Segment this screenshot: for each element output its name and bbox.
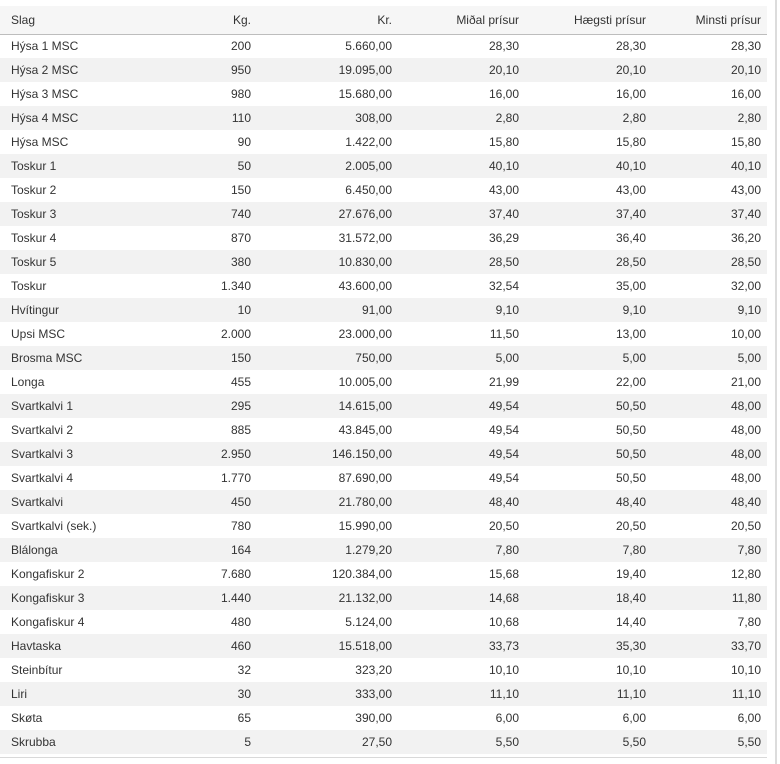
cell-kg: 780 [230,519,251,533]
cell-minsti-prisur: 28,30 [730,39,761,54]
table-row [0,730,767,754]
cell-kr: 15.990,00 [338,519,392,533]
cell-kg: 2.950 [220,447,251,461]
cell-slag: Toskur 4 [11,231,57,245]
cell-midal-prisur: 43,00 [488,183,519,197]
cell-kr: 23.000,00 [338,327,392,341]
cell-minsti-prisur: 2,80 [737,111,761,125]
cell-midal-prisur: 16,00 [488,87,519,101]
cell-midal-prisur: 20,10 [488,63,519,77]
cell-minsti-prisur: 15,80 [730,135,761,149]
cell-midal-prisur: 20,50 [488,519,519,533]
cell-haegsti-prisur: 50,50 [615,399,646,413]
table-row [0,346,767,370]
price-table [0,6,767,754]
column-header-midal-prisur[interactable]: Miðal prísur [456,12,519,27]
table-row [0,442,767,466]
cell-midal-prisur: 48,40 [488,495,519,509]
cell-haegsti-prisur: 18,40 [615,591,646,605]
cell-midal-prisur: 10,10 [488,663,519,677]
cell-slag: Hvítingur [11,303,60,317]
cell-minsti-prisur: 7,80 [737,615,761,629]
cell-kr: 1.422,00 [345,135,392,149]
cell-midal-prisur: 36,29 [488,231,519,245]
cell-haegsti-prisur: 35,00 [615,279,646,293]
cell-midal-prisur: 10,68 [488,615,519,629]
cell-kg: 200 [230,39,251,54]
cell-kr: 120.384,00 [331,567,392,581]
cell-kr: 2.005,00 [345,159,392,173]
table-row [0,682,767,706]
table-row [0,34,767,58]
cell-slag: Svartkalvi 1 [11,399,74,413]
cell-slag: Kongafiskur 2 [11,567,85,581]
cell-kg: 5 [244,735,251,749]
cell-haegsti-prisur: 15,80 [615,135,646,149]
cell-slag: Hýsa 1 MSC [11,39,79,54]
cell-minsti-prisur: 11,10 [731,687,761,701]
cell-kr: 43.600,00 [338,279,392,293]
cell-haegsti-prisur: 6,00 [622,711,646,725]
cell-minsti-prisur: 40,10 [730,159,761,173]
cell-minsti-prisur: 48,00 [730,471,761,485]
table-row [0,490,767,514]
cell-minsti-prisur: 33,70 [730,639,761,653]
cell-kr: 15.680,00 [338,87,392,101]
cell-haegsti-prisur: 35,30 [615,639,646,653]
cell-kg: 50 [237,159,251,173]
table-row [0,202,767,226]
table-row [0,82,767,106]
cell-minsti-prisur: 48,00 [730,399,761,413]
table-row [0,58,767,82]
cell-haegsti-prisur: 7,80 [622,543,646,557]
cell-kr: 87.690,00 [338,471,392,485]
cell-midal-prisur: 28,30 [488,39,519,54]
cell-midal-prisur: 40,10 [488,159,519,173]
cell-minsti-prisur: 7,80 [737,543,761,557]
cell-midal-prisur: 37,40 [488,207,519,221]
cell-midal-prisur: 21,99 [488,375,519,389]
cell-minsti-prisur: 48,00 [730,423,761,437]
cell-kg: 455 [230,375,251,389]
table-row [0,538,767,562]
cell-kr: 390,00 [355,711,392,725]
table-row [0,466,767,490]
cell-minsti-prisur: 48,40 [730,495,761,509]
cell-kr: 146.150,00 [331,447,392,461]
cell-minsti-prisur: 28,50 [730,255,761,269]
header-row [0,6,767,34]
cell-haegsti-prisur: 50,50 [615,423,646,437]
cell-haegsti-prisur: 28,30 [615,39,646,54]
cell-haegsti-prisur: 19,40 [615,567,646,581]
table-row [0,562,767,586]
cell-haegsti-prisur: 50,50 [615,447,646,461]
cell-kg: 30 [237,687,251,701]
column-header-haegsti-prisur[interactable]: Hægsti prísur [573,12,646,27]
cell-haegsti-prisur: 2,80 [622,111,646,125]
cell-midal-prisur: 33,73 [488,639,519,653]
cell-minsti-prisur: 10,10 [730,663,761,677]
cell-midal-prisur: 15,80 [488,135,519,149]
scrollbar-edge [775,0,777,764]
price-table-container [0,6,767,758]
table-row [0,322,767,346]
table-body [0,34,767,754]
cell-midal-prisur: 49,54 [488,471,519,485]
cell-slag: Brosma MSC [11,351,83,365]
cell-midal-prisur: 15,68 [488,567,519,581]
cell-slag: Havtaska [11,639,62,653]
cell-slag: Toskur 5 [11,255,57,269]
cell-kr: 10.005,00 [338,375,392,389]
cell-kr: 27,50 [361,735,392,749]
table-row [0,706,767,730]
cell-haegsti-prisur: 20,10 [615,63,646,77]
cell-minsti-prisur: 10,00 [730,327,761,341]
cell-kg: 1.770 [220,471,251,485]
cell-midal-prisur: 6,00 [495,711,519,725]
table-row [0,298,767,322]
cell-midal-prisur: 5,50 [495,735,519,749]
cell-haegsti-prisur: 9,10 [622,303,646,317]
cell-kr: 19.095,00 [338,63,392,77]
cell-kr: 308,00 [355,111,392,125]
cell-minsti-prisur: 32,00 [730,279,761,293]
cell-slag: Skrubba [11,735,56,749]
table-row [0,634,767,658]
cell-haegsti-prisur: 40,10 [615,159,646,173]
cell-minsti-prisur: 36,20 [730,231,761,245]
cell-slag: Toskur 2 [11,183,57,197]
cell-slag: Toskur 3 [11,207,57,221]
cell-kr: 5.660,00 [345,39,392,54]
column-header-kr[interactable]: Kr. [377,12,392,27]
cell-haegsti-prisur: 50,50 [615,471,646,485]
cell-kg: 164 [230,543,251,557]
cell-kr: 31.572,00 [338,231,392,245]
cell-kg: 950 [230,63,251,77]
cell-haegsti-prisur: 22,00 [615,375,646,389]
cell-midal-prisur: 11,50 [489,327,519,341]
cell-midal-prisur: 49,54 [488,399,519,413]
cell-haegsti-prisur: 36,40 [615,231,646,245]
cell-slag: Hýsa 3 MSC [11,87,79,101]
cell-kg: 980 [230,87,251,101]
cell-slag: Svartkalvi 2 [11,423,74,437]
cell-haegsti-prisur: 48,40 [615,495,646,509]
cell-kr: 6.450,00 [345,183,392,197]
cell-minsti-prisur: 20,10 [730,63,761,77]
table-row [0,154,767,178]
cell-minsti-prisur: 6,00 [737,711,761,725]
cell-kg: 885 [230,423,251,437]
cell-minsti-prisur: 9,10 [737,303,761,317]
cell-slag: Hýsa MSC [11,135,69,149]
cell-kg: 150 [230,351,251,365]
cell-kg: 110 [231,111,251,125]
table-row [0,394,767,418]
cell-haegsti-prisur: 43,00 [615,183,646,197]
cell-slag: Svartkalvi (sek.) [11,519,97,533]
cell-minsti-prisur: 11,80 [731,591,761,605]
cell-kr: 750,00 [355,351,392,365]
table-row [0,226,767,250]
cell-kg: 1.440 [220,591,251,605]
cell-minsti-prisur: 37,40 [730,207,761,221]
cell-minsti-prisur: 21,00 [730,375,761,389]
cell-haegsti-prisur: 13,00 [615,327,646,341]
cell-midal-prisur: 49,54 [488,447,519,461]
table-row [0,610,767,634]
cell-slag: Toskur [11,279,47,293]
cell-kr: 21.780,00 [338,495,392,509]
cell-kr: 333,00 [355,687,392,701]
cell-haegsti-prisur: 28,50 [615,255,646,269]
cell-midal-prisur: 32,54 [488,279,519,293]
cell-slag: Kongafiskur 4 [11,615,85,629]
cell-kg: 2.000 [220,327,251,341]
cell-midal-prisur: 2,80 [495,111,519,125]
cell-haegsti-prisur: 11,10 [616,687,646,701]
cell-slag: Skøta [11,711,43,725]
cell-midal-prisur: 49,54 [488,423,519,437]
column-header-slag[interactable]: Slag [11,12,36,27]
cell-kr: 323,20 [355,663,392,677]
table-row [0,130,767,154]
cell-kg: 460 [230,639,251,653]
cell-haegsti-prisur: 14,40 [615,615,646,629]
cell-haegsti-prisur: 20,50 [615,519,646,533]
cell-kr: 43.845,00 [338,423,392,437]
cell-kr: 91,00 [361,303,392,317]
cell-minsti-prisur: 48,00 [730,447,761,461]
cell-kg: 1.340 [220,279,251,293]
cell-midal-prisur: 14,68 [488,591,519,605]
cell-kr: 10.830,00 [338,255,392,269]
column-header-kg[interactable]: Kg. [232,12,251,27]
cell-kg: 870 [230,231,251,245]
table-row [0,250,767,274]
cell-haegsti-prisur: 5,50 [622,735,646,749]
cell-midal-prisur: 9,10 [495,303,519,317]
table-row [0,586,767,610]
cell-kg: 7.680 [220,567,251,581]
table-row [0,178,767,202]
cell-midal-prisur: 11,10 [489,687,519,701]
cell-slag: Hýsa 2 MSC [11,63,79,77]
cell-slag: Upsi MSC [11,327,66,341]
column-header-minsti-prisur[interactable]: Minsti prísur [695,12,761,27]
cell-slag: Steinbítur [11,663,63,677]
cell-kg: 295 [230,399,251,413]
cell-kr: 21.132,00 [338,591,392,605]
cell-haegsti-prisur: 37,40 [615,207,646,221]
cell-minsti-prisur: 12,80 [730,567,761,581]
table-row [0,106,767,130]
cell-midal-prisur: 5,00 [495,351,519,365]
table-row [0,658,767,682]
cell-kr: 1.279,20 [345,543,392,557]
cell-kg: 10 [237,303,251,317]
cell-kg: 32 [237,663,251,677]
cell-midal-prisur: 28,50 [488,255,519,269]
cell-kg: 65 [237,711,251,725]
table-row [0,418,767,442]
table-header [0,6,767,34]
cell-haegsti-prisur: 16,00 [615,87,646,101]
cell-haegsti-prisur: 10,10 [615,663,646,677]
cell-minsti-prisur: 20,50 [730,519,761,533]
cell-slag: Toskur 1 [11,159,57,173]
cell-slag: Longa [11,375,45,389]
cell-slag: Liri [11,687,28,701]
cell-minsti-prisur: 16,00 [730,87,761,101]
cell-slag: Kongafiskur 3 [11,591,85,605]
cell-slag: Blálonga [11,543,58,557]
cell-slag: Svartkalvi 4 [11,471,74,485]
cell-kr: 15.518,00 [338,639,392,653]
cell-kr: 14.615,00 [338,399,392,413]
cell-kg: 380 [230,255,251,269]
cell-midal-prisur: 7,80 [495,543,519,557]
cell-kr: 5.124,00 [345,615,392,629]
cell-kg: 480 [230,615,251,629]
cell-kg: 740 [230,207,251,221]
cell-slag: Svartkalvi [11,495,64,509]
cell-minsti-prisur: 5,50 [737,735,761,749]
table-row [0,370,767,394]
cell-slag: Hýsa 4 MSC [11,111,79,125]
cell-kr: 27.676,00 [338,207,392,221]
cell-minsti-prisur: 43,00 [730,183,761,197]
cell-kg: 90 [237,135,251,149]
cell-minsti-prisur: 5,00 [737,351,761,365]
cell-kg: 150 [230,183,251,197]
table-row [0,274,767,298]
table-row [0,514,767,538]
cell-haegsti-prisur: 5,00 [622,351,646,365]
cell-kg: 450 [230,495,251,509]
cell-slag: Svartkalvi 3 [11,447,74,461]
